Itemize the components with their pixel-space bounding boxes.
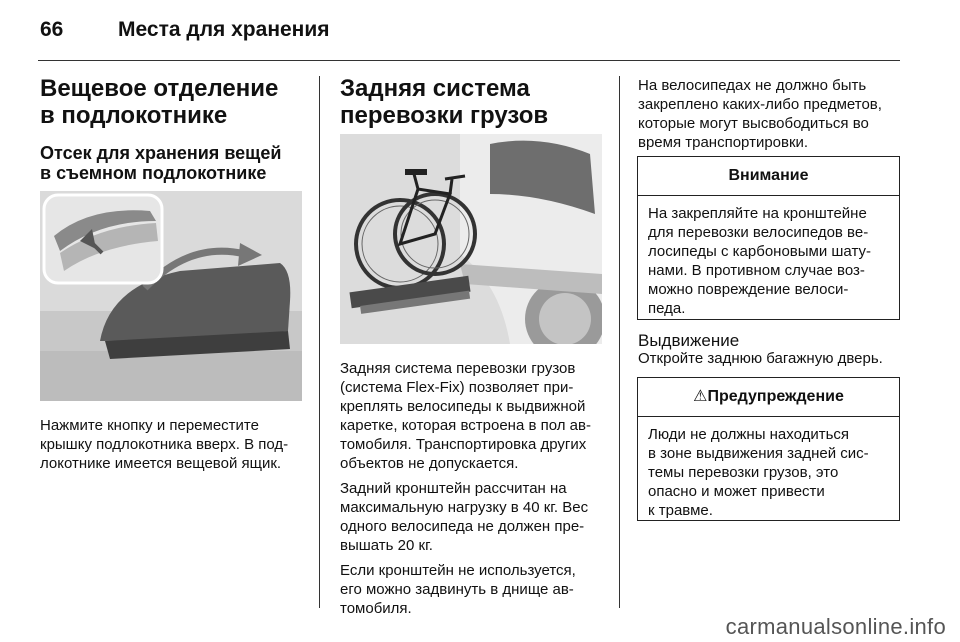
- section-heading-rear-carrier: [340, 75, 602, 129]
- paragraph-2: [340, 479, 612, 555]
- bike-carrier-illustration: [340, 134, 602, 344]
- text-line: Задний кронштейн рассчитан на: [340, 480, 567, 497]
- text-line: креплять велосипеды к выдвижной: [340, 398, 586, 415]
- text-line: На закрепляйте на кронштейне: [648, 205, 867, 222]
- paragraph-3: [340, 561, 612, 618]
- attention-title: Внимание: [638, 157, 899, 196]
- text-line: каретке, которая встроена в пол ав-: [340, 417, 591, 434]
- text-line: Задняя система перевозки грузов: [340, 360, 576, 377]
- col3-intro-paragraph: [638, 76, 906, 152]
- text-line: одного велосипеда не должен пре-: [340, 518, 585, 535]
- heading-line: в подлокотнике: [40, 102, 228, 129]
- text-line: закреплено каких-либо предметов,: [638, 96, 882, 113]
- heading-line: Задняя система: [340, 75, 530, 102]
- text-line: томобиля. Транспортировка других: [340, 436, 587, 453]
- text-line: Если кронштейн не используется,: [340, 562, 576, 579]
- text-line: максимальную нагрузку в 40 кг. Вес: [340, 499, 589, 516]
- armrest-illustration: [40, 191, 302, 401]
- header-rule: [38, 60, 900, 61]
- warning-box: [637, 377, 900, 521]
- warning-header: [638, 378, 899, 417]
- text-line: лосипеды с карбоновыми шату-: [648, 243, 871, 260]
- heading-line: перевозки грузов: [340, 102, 549, 129]
- text-line: томобиля.: [340, 600, 412, 617]
- text-line: крышку подлокотника вверх. В под-: [40, 436, 289, 453]
- text-line: Нажмите кнопку и переместите: [40, 417, 259, 434]
- text-line: вышать 20 кг.: [340, 537, 433, 554]
- text-line: нами. В противном случае воз-: [648, 262, 865, 279]
- armrest-paragraph: [40, 416, 312, 473]
- bike-carrier-drawing: [340, 134, 602, 344]
- warning-title: Предупреждение: [707, 388, 844, 405]
- text-line: которые могут высвободиться во: [638, 115, 869, 132]
- armrest-drawing: [40, 191, 302, 401]
- attention-body: [638, 196, 899, 318]
- page-number: 66: [40, 18, 64, 41]
- text-line: время транспортировки.: [638, 134, 809, 151]
- text-line: к травме.: [648, 502, 713, 519]
- subheading-line: Отсек для хранения вещей: [40, 143, 282, 163]
- open-tailgate-text: Откройте заднюю багажную дверь.: [638, 350, 883, 367]
- paragraph-1: [340, 359, 612, 473]
- column-2: [340, 75, 602, 129]
- subheading-line: в съемном подлокотнике: [40, 163, 267, 183]
- text-line: его можно задвинуть в днище ав-: [340, 581, 574, 598]
- page-title: Места для хранения: [118, 18, 330, 41]
- warning-icon: ⚠: [693, 388, 708, 405]
- rear-carrier-text: [340, 359, 612, 618]
- warning-body: [638, 417, 899, 520]
- text-line: (система Flex-Fix) позволяет при-: [340, 379, 574, 396]
- text-line: для перевозки велосипедов ве-: [648, 224, 869, 241]
- text-line: темы перевозки грузов, это: [648, 464, 839, 481]
- attention-box: [637, 156, 900, 320]
- text-line: Люди не должны находиться: [648, 426, 850, 443]
- column-1: [40, 75, 305, 183]
- text-line: в зоне выдвижения задней сис-: [648, 445, 869, 462]
- text-line: педа.: [648, 300, 686, 317]
- section-heading-armrest: [40, 75, 305, 129]
- text-line: опасно и может привести: [648, 483, 825, 500]
- column-divider-2: [619, 76, 620, 608]
- subheading-extension: Выдвижение: [638, 331, 740, 350]
- subheading-armrest: [40, 143, 305, 183]
- text-line: можно повреждение велоси-: [648, 281, 849, 298]
- column-divider-1: [319, 76, 320, 608]
- text-line: объектов не допускается.: [340, 455, 519, 472]
- heading-line: Вещевое отделение: [40, 75, 279, 102]
- watermark: carmanualsonline.info: [725, 614, 946, 639]
- text-line: локотнике имеется вещевой ящик.: [40, 455, 282, 472]
- text-line: На велосипедах не должно быть: [638, 77, 867, 94]
